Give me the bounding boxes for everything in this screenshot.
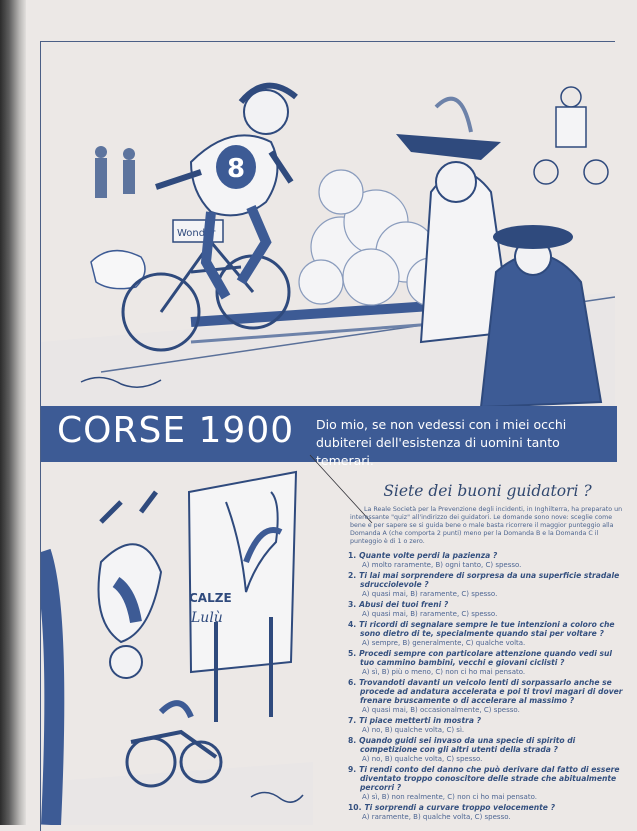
- quiz-question: [340, 803, 625, 822]
- poster-brand-line2: Lulù: [191, 610, 223, 626]
- quiz-question: [340, 600, 625, 619]
- question-number: 6.: [348, 678, 357, 687]
- question-text: Abusi dei tuoi freni ?: [359, 600, 449, 609]
- question-answers: A) molto raramente, B) ogni tanto, C) spesso.: [362, 561, 522, 569]
- question-number: 5.: [348, 649, 357, 658]
- article-title: CORSE 1900: [57, 410, 295, 451]
- quiz-question: [340, 716, 625, 735]
- question-answers: A) sì, B) non realmente, C) non ci ho mai pensato.: [362, 793, 537, 801]
- question-text: Ti piace metterti in mostra ?: [359, 716, 482, 725]
- question-number: 4.: [348, 620, 357, 629]
- question-text: Trovandoti davanti un veicolo lenti di sorpassarlo anche se procede ad andatura accelerata e poi ti trovi magari di dover frenare bruscamente o di accelerare al massimo ?: [359, 678, 623, 705]
- question-number: 7.: [348, 716, 357, 725]
- question-text: Quante volte perdi la pazienza ?: [359, 551, 498, 560]
- question-answers: A) quasi mai, B) raramente, C) spesso.: [362, 590, 498, 598]
- quiz-question: [340, 620, 625, 648]
- question-answers: A) quasi mai, B) occasionalmente, C) spesso.: [362, 706, 520, 714]
- question-number: 3.: [348, 600, 357, 609]
- quiz-question: [340, 551, 625, 570]
- question-answers: A) sempre, B) generalmente, C) qualche volta.: [362, 639, 526, 647]
- question-number: 2.: [348, 571, 357, 580]
- question-number: 9.: [348, 765, 357, 774]
- question-text: Ti sorprendi a curvare troppo velocemente ?: [364, 803, 556, 812]
- question-number: 1.: [348, 551, 357, 560]
- question-answers: A) quasi mai, B) raramente, C) spesso.: [362, 610, 498, 618]
- quiz-question: [340, 736, 625, 764]
- quiz-question: [340, 571, 625, 599]
- quiz-question: [340, 765, 625, 802]
- question-number: 10.: [348, 803, 362, 812]
- question-text: Procedi sempre con particolare attenzione quando vedi sul tuo cammino bambini, vecchi e giovani ciclisti ?: [359, 649, 613, 667]
- quiz-intro: La Reale Società per la Prevenzione degli incidenti, in Inghilterra, ha preparato un interessante "quiz" all'indirizzo dei guidatori. Le domande sono nove: sceglie come bene e per sapere se si guida bene o male basta ricorrere il maggior punteggio alla Domanda A (che comporta 2 punti) meno per la Domanda B e la Domanda C il punteggio è di 1 o zero.: [350, 506, 623, 545]
- jersey-number: 8: [227, 154, 246, 184]
- question-answers: A) sì, B) più o meno, C) non ci ho mai pensato.: [362, 668, 526, 676]
- question-answers: A) no, B) qualche volta, C) sì.: [362, 726, 465, 734]
- question-text: Ti rendi conto del danno che può derivare dal fatto di essere diventato troppo conoscitore delle strade che abitualmente percorri ?: [359, 765, 620, 792]
- question-text: Quando guidi sei invaso da una specie di spirito di competizione con gli altri utenti della strada ?: [359, 736, 576, 754]
- quiz-question: [340, 678, 625, 715]
- poster-brand-line1: CALZE: [189, 591, 232, 605]
- top-tank-label: Wonder: [177, 228, 216, 239]
- question-number: 8.: [348, 736, 357, 745]
- question-text: Ti ricordi di segnalare sempre le tue intenzioni a coloro che sono dietro di te, specialmente quando stai per voltare ?: [359, 620, 615, 638]
- quiz-section: [340, 482, 625, 823]
- quiz-question: [340, 649, 625, 677]
- question-answers: A) raramente, B) qualche volta, C) spesso.: [362, 813, 511, 821]
- illustration-caption: Dio mio, se non vedessi con i miei occhi dubiterei dell'esistenza di uomini tanto temerari.: [316, 417, 567, 468]
- question-text: Ti lai mai sorprendere di sorpresa da una superficie stradale sdrucciolevole ?: [359, 571, 620, 589]
- quiz-title: Siete dei buoni guidatori ?: [383, 482, 592, 500]
- question-answers: A) no, B) qualche volta, C) spesso.: [362, 755, 483, 763]
